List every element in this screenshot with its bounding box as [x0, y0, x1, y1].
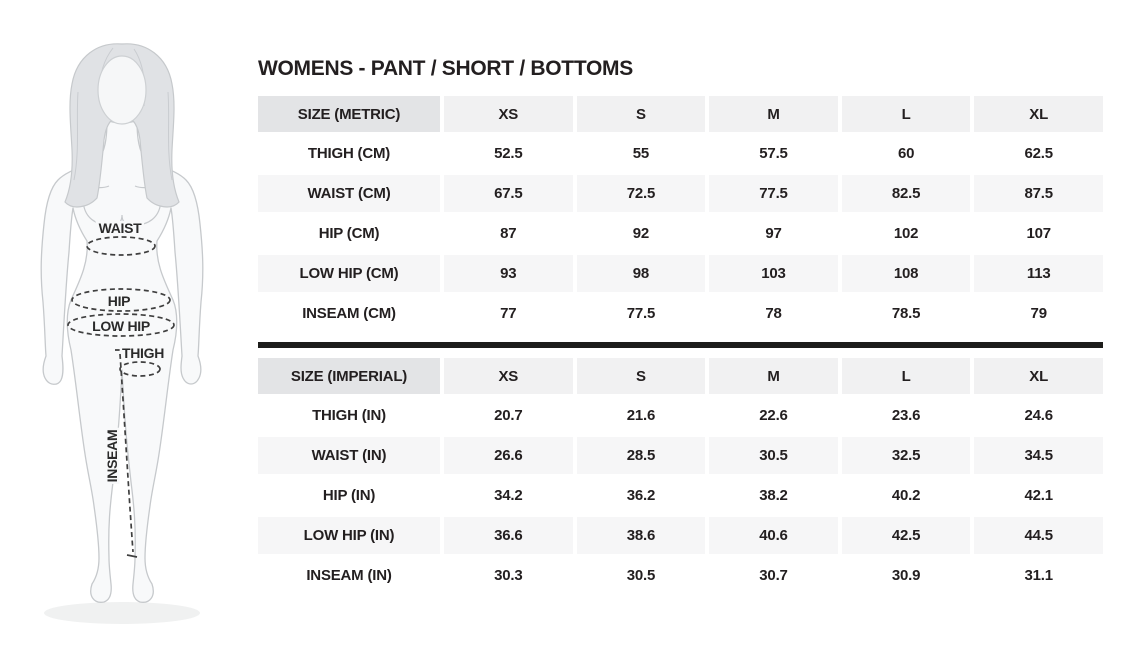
value-cell: 57.5	[709, 135, 838, 172]
row-label: INSEAM (IN)	[258, 557, 440, 594]
row-label: THIGH (IN)	[258, 397, 440, 434]
value-cell: 30.5	[709, 437, 838, 474]
value-cell: 24.6	[974, 397, 1103, 434]
value-cell: 40.6	[709, 517, 838, 554]
value-cell: 113	[974, 255, 1103, 292]
value-cell: 38.2	[709, 477, 838, 514]
face	[98, 56, 146, 124]
row-label: INSEAM (CM)	[258, 295, 440, 332]
imperial-header-s: S	[577, 358, 706, 394]
row-label: HIP (CM)	[258, 215, 440, 252]
value-cell: 62.5	[974, 135, 1103, 172]
value-cell: 87	[444, 215, 573, 252]
woman-silhouette-diagram	[10, 12, 225, 652]
value-cell: 31.1	[974, 557, 1103, 594]
figure-label-waist: WAIST	[98, 220, 142, 236]
metric-header-size: SIZE (METRIC)	[258, 96, 440, 132]
value-cell: 77	[444, 295, 573, 332]
table-divider	[258, 342, 1103, 348]
row-label: WAIST (IN)	[258, 437, 440, 474]
value-cell: 55	[577, 135, 706, 172]
value-cell: 82.5	[842, 175, 971, 212]
value-cell: 30.3	[444, 557, 573, 594]
value-cell: 79	[974, 295, 1103, 332]
size-tables-panel	[258, 56, 1103, 594]
page-title: WOMENS - PANT / SHORT / BOTTOMS	[258, 57, 633, 80]
row-label: LOW HIP (CM)	[258, 255, 440, 292]
imperial-header-xl: XL	[974, 358, 1103, 394]
value-cell: 20.7	[444, 397, 573, 434]
value-cell: 38.6	[577, 517, 706, 554]
value-cell: 44.5	[974, 517, 1103, 554]
metric-header-xl: XL	[974, 96, 1103, 132]
value-cell: 23.6	[842, 397, 971, 434]
value-cell: 103	[709, 255, 838, 292]
imperial-header-size: SIZE (IMPERIAL)	[258, 358, 440, 394]
figure-label-thigh: THIGH	[121, 345, 165, 361]
imperial-header-l: L	[842, 358, 971, 394]
value-cell: 42.5	[842, 517, 971, 554]
value-cell: 21.6	[577, 397, 706, 434]
value-cell: 60	[842, 135, 971, 172]
metric-header-m: M	[709, 96, 838, 132]
imperial-header-xs: XS	[444, 358, 573, 394]
value-cell: 30.9	[842, 557, 971, 594]
row-label: LOW HIP (IN)	[258, 517, 440, 554]
value-cell: 34.2	[444, 477, 573, 514]
value-cell: 42.1	[974, 477, 1103, 514]
row-label: THIGH (CM)	[258, 135, 440, 172]
figure-label-low-hip: LOW HIP	[92, 318, 150, 334]
row-label: HIP (IN)	[258, 477, 440, 514]
value-cell: 67.5	[444, 175, 573, 212]
value-cell: 26.6	[444, 437, 573, 474]
metric-header-xs: XS	[444, 96, 573, 132]
value-cell: 92	[577, 215, 706, 252]
value-cell: 32.5	[842, 437, 971, 474]
value-cell: 28.5	[577, 437, 706, 474]
value-cell: 87.5	[974, 175, 1103, 212]
body-measurement-figure	[10, 12, 225, 652]
value-cell: 22.6	[709, 397, 838, 434]
value-cell: 97	[709, 215, 838, 252]
value-cell: 102	[842, 215, 971, 252]
value-cell: 36.2	[577, 477, 706, 514]
figure-label-hip: HIP	[107, 293, 131, 309]
value-cell: 72.5	[577, 175, 706, 212]
metric-header-s: S	[577, 96, 706, 132]
value-cell: 98	[577, 255, 706, 292]
body-silhouette	[41, 120, 203, 602]
imperial-header-m: M	[709, 358, 838, 394]
imperial-size-table	[258, 358, 1103, 594]
ground-shadow	[44, 602, 200, 624]
value-cell: 52.5	[444, 135, 573, 172]
value-cell: 108	[842, 255, 971, 292]
value-cell: 78.5	[842, 295, 971, 332]
value-cell: 40.2	[842, 477, 971, 514]
value-cell: 34.5	[974, 437, 1103, 474]
value-cell: 30.5	[577, 557, 706, 594]
value-cell: 93	[444, 255, 573, 292]
value-cell: 107	[974, 215, 1103, 252]
value-cell: 78	[709, 295, 838, 332]
metric-header-l: L	[842, 96, 971, 132]
value-cell: 36.6	[444, 517, 573, 554]
metric-size-table	[258, 96, 1103, 332]
value-cell: 30.7	[709, 557, 838, 594]
row-label: WAIST (CM)	[258, 175, 440, 212]
value-cell: 77.5	[577, 295, 706, 332]
value-cell: 77.5	[709, 175, 838, 212]
figure-label-inseam: INSEAM	[104, 429, 120, 483]
